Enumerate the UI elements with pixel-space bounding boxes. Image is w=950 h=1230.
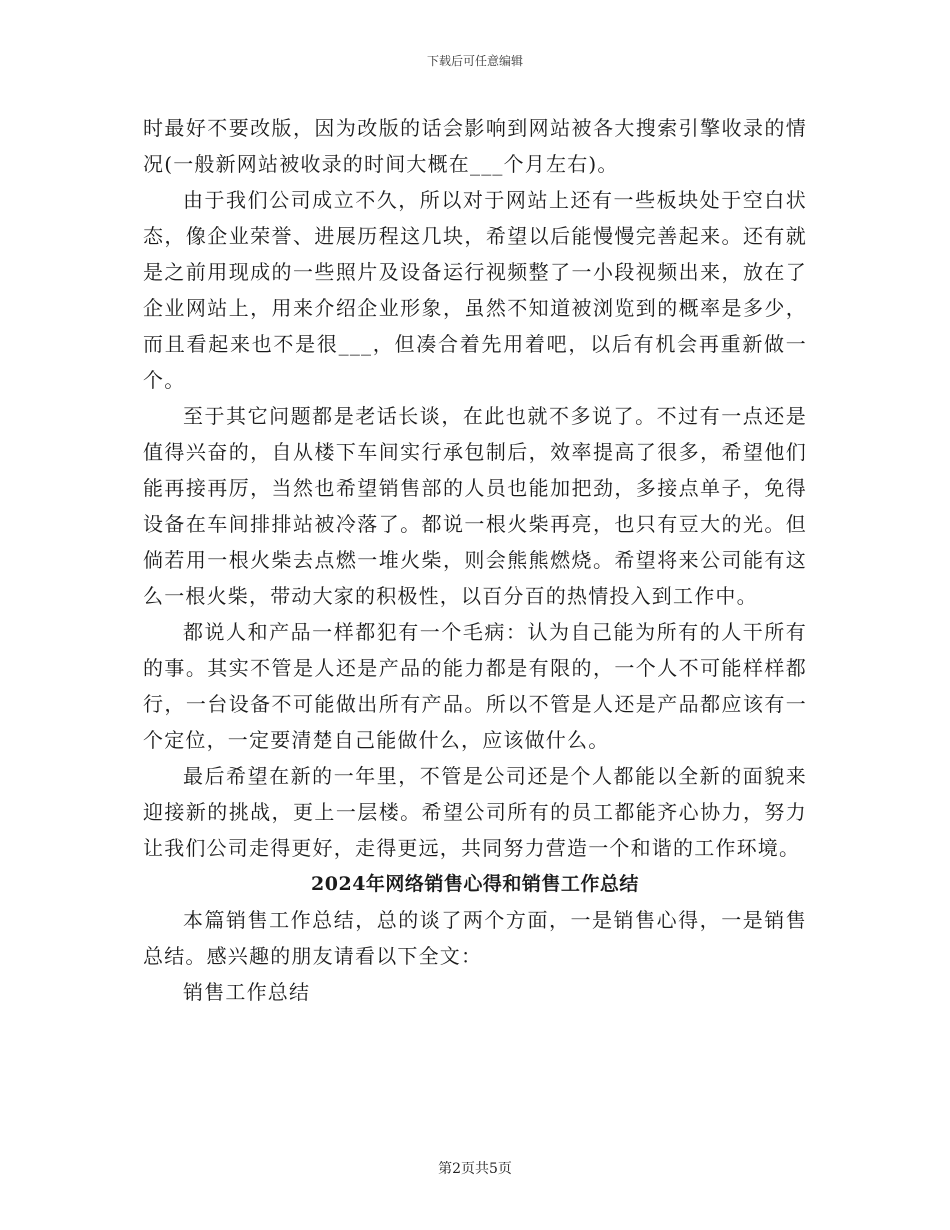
paragraph-website-content: 由于我们公司成立不久，所以对于网站上还有一些板块处于空白状态，像企业荣誉、进展历程这几块，希望以后能慢慢完善起来。还有就是之前用现成的一些照片及设备运行视频整了一小段视频出来，放在了企业网站上，用来介绍企业形象，虽然不知道被浏览到的概率是多少，而且看起来也不是很___，但凑合着先用着吧，以后有机会再重新做一个。: [143, 188, 807, 392]
section-title: 2024年网络销售心得和销售工作总结: [311, 873, 639, 895]
paragraph-subtitle: 销售工作总结: [183, 980, 311, 1004]
page-header-note: 下载后可任意编辑: [426, 54, 523, 68]
document-body: [143, 110, 807, 1010]
paragraph-continued: 时最好不要改版，因为改版的话会影响到网站被各大搜索引擎收录的情况(一般新网站被收录的时间大概在___个月左右)。: [143, 116, 807, 176]
paragraph-positioning: 都说人和产品一样都犯有一个毛病：认为自己能为所有的人干所有的事。其实不管是人还是产品的能力都是有限的，一个人不可能样样都行，一台设备不可能做出所有产品。所以不管是人还是产品都应该有一个定位，一定要清楚自己能做什么，应该做什么。: [143, 620, 807, 752]
page-number: 第2页共5页: [438, 1161, 512, 1177]
paragraph-intro: 本篇销售工作总结，总的谈了两个方面，一是销售心得，一是销售总结。感兴趣的朋友请看以下全文：: [143, 908, 807, 968]
paragraph-workshop: 至于其它问题都是老话长谈，在此也就不多说了。不过有一点还是值得兴奋的，自从楼下车间实行承包制后，效率提高了很多，希望他们能再接再厉，当然也希望销售部的人员也能加把劲，多接点单子，免得设备在车间排排站被冷落了。都说一根火柴再亮，也只有豆大的光。但倘若用一根火柴去点燃一堆火柴，则会熊熊燃烧。希望将来公司能有这么一根火柴，带动大家的积极性，以百分百的热情投入到工作中。: [143, 404, 807, 608]
paragraph-new-year: 最后希望在新的一年里，不管是公司还是个人都能以全新的面貌来迎接新的挑战，更上一层楼。希望公司所有的员工都能齐心协力，努力让我们公司走得更好，走得更远，共同努力营造一个和谐的工作环境。: [143, 764, 807, 860]
